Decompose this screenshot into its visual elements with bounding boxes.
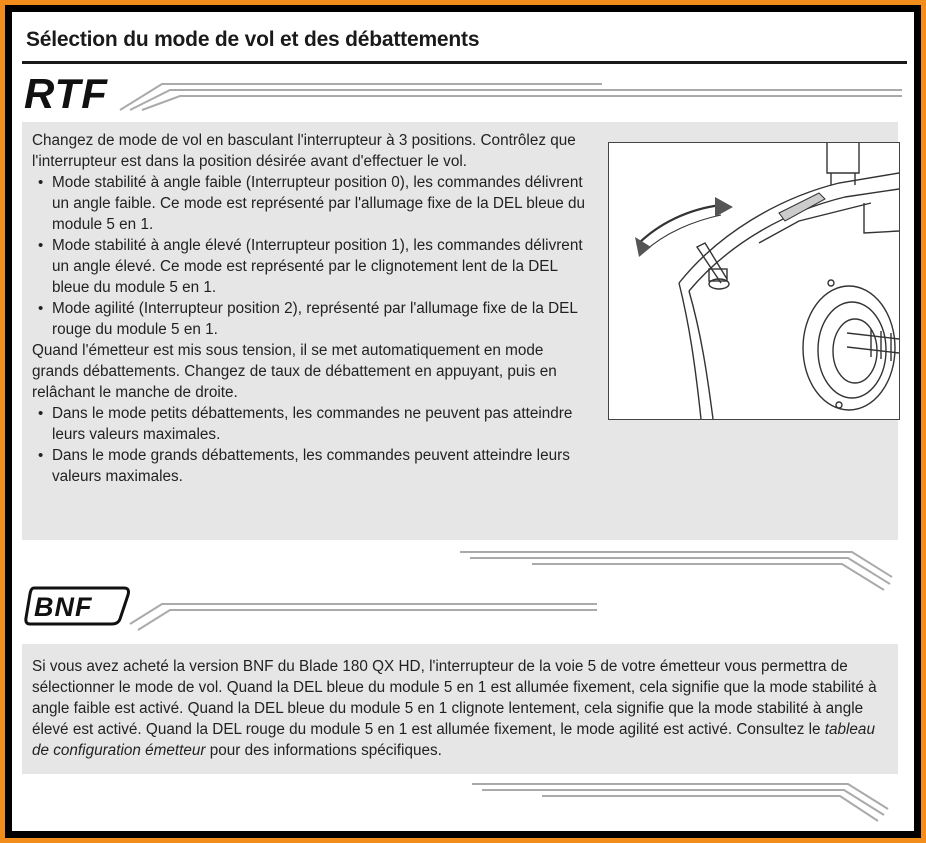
rtf-intro: Changez de mode de vol en basculant l'interrupteur à 3 positions. Contrôlez que l'interrupteur est dans la position désirée avant d'effectuer le vol. bbox=[32, 132, 576, 170]
bnf-text-part2: pour des informations spécifiques. bbox=[205, 742, 442, 759]
rtf-logo: RTF bbox=[24, 70, 108, 117]
bnf-section bbox=[22, 644, 898, 774]
list-item-text: Mode stabilité à angle faible (Interrupteur position 0), les commandes délivrent un angle faible. Ce mode est représenté par l'allumage fixe de la DEL bleue du module 5 en 1. bbox=[52, 174, 585, 233]
bnf-paragraph bbox=[32, 656, 882, 761]
list-item-text: Mode agilité (Interrupteur position 2), représenté par l'allumage fixe de la DEL rouge du module 5 en 1. bbox=[52, 300, 578, 338]
list-item: • Dans le mode grands débattements, les commandes peuvent atteindre leurs valeurs maximales. bbox=[38, 447, 570, 485]
list-item-text: Dans le mode grands débattements, les commandes peuvent atteindre leurs valeurs maximales. bbox=[52, 447, 570, 485]
list-item-text: Dans le mode petits débattements, les commandes ne peuvent pas atteindre leurs valeurs maximales. bbox=[52, 405, 573, 443]
page-title: Sélection du mode de vol et des débattements bbox=[26, 28, 480, 51]
rtf-paragraph-2: Quand l'émetteur est mis sous tension, il se met automatiquement en mode grands débattements. Changez de taux de débattement en appuyant, puis en relâchant le manche de droite. bbox=[32, 342, 557, 401]
list-item: • Mode agilité (Interrupteur position 2), représenté par l'allumage fixe de la DEL rouge du module 5 en 1. bbox=[38, 300, 578, 338]
rtf-text-block bbox=[32, 130, 592, 487]
bnf-text-part1: Si vous avez acheté la version BNF du Blade 180 QX HD, l'interrupteur de la voie 5 de votre émetteur vous permettra de sélectionner le mode de vol. Quand la DEL bleue du module 5 en 1 est allumée fixement, cela signifie que la mode stabilité à angle faible est activé. Quand la DEL bleue du module 5 en 1 clignote lentement, cela signifie que la mode stabilité à angle élevé est activé. Quand la DEL rouge du module 5 en 1 est allumée fixement, le mode agilité est activé. Consultez le bbox=[32, 658, 877, 738]
bnf-text-block bbox=[32, 656, 882, 761]
rtf-section bbox=[22, 122, 898, 540]
transmitter-switch-image bbox=[609, 143, 899, 419]
list-item: • Dans le mode petits débattements, les commandes ne peuvent pas atteindre leurs valeurs maximales. bbox=[38, 405, 573, 443]
list-item-text: Mode stabilité à angle élevé (Interrupteur position 1), les commandes délivrent un angle élevé. Ce mode est représenté par le clignotement lent de la DEL bleue du module 5 en 1. bbox=[52, 237, 583, 296]
transmitter-illustration bbox=[608, 142, 900, 420]
list-item: • Mode stabilité à angle faible (Interrupteur position 0), les commandes délivrent un angle faible. Ce mode est représenté par l'allumage fixe de la DEL bleue du module 5 en 1. bbox=[38, 174, 585, 233]
bnf-logo: BNF bbox=[34, 592, 93, 622]
list-item: • Mode stabilité à angle élevé (Interrupteur position 1), les commandes délivrent un angle élevé. Ce mode est représenté par le clignotement lent de la DEL bleue du module 5 en 1. bbox=[38, 237, 583, 296]
bnf-text-italic: tableau de configuration émetteur bbox=[32, 721, 875, 759]
document-page bbox=[12, 12, 914, 831]
